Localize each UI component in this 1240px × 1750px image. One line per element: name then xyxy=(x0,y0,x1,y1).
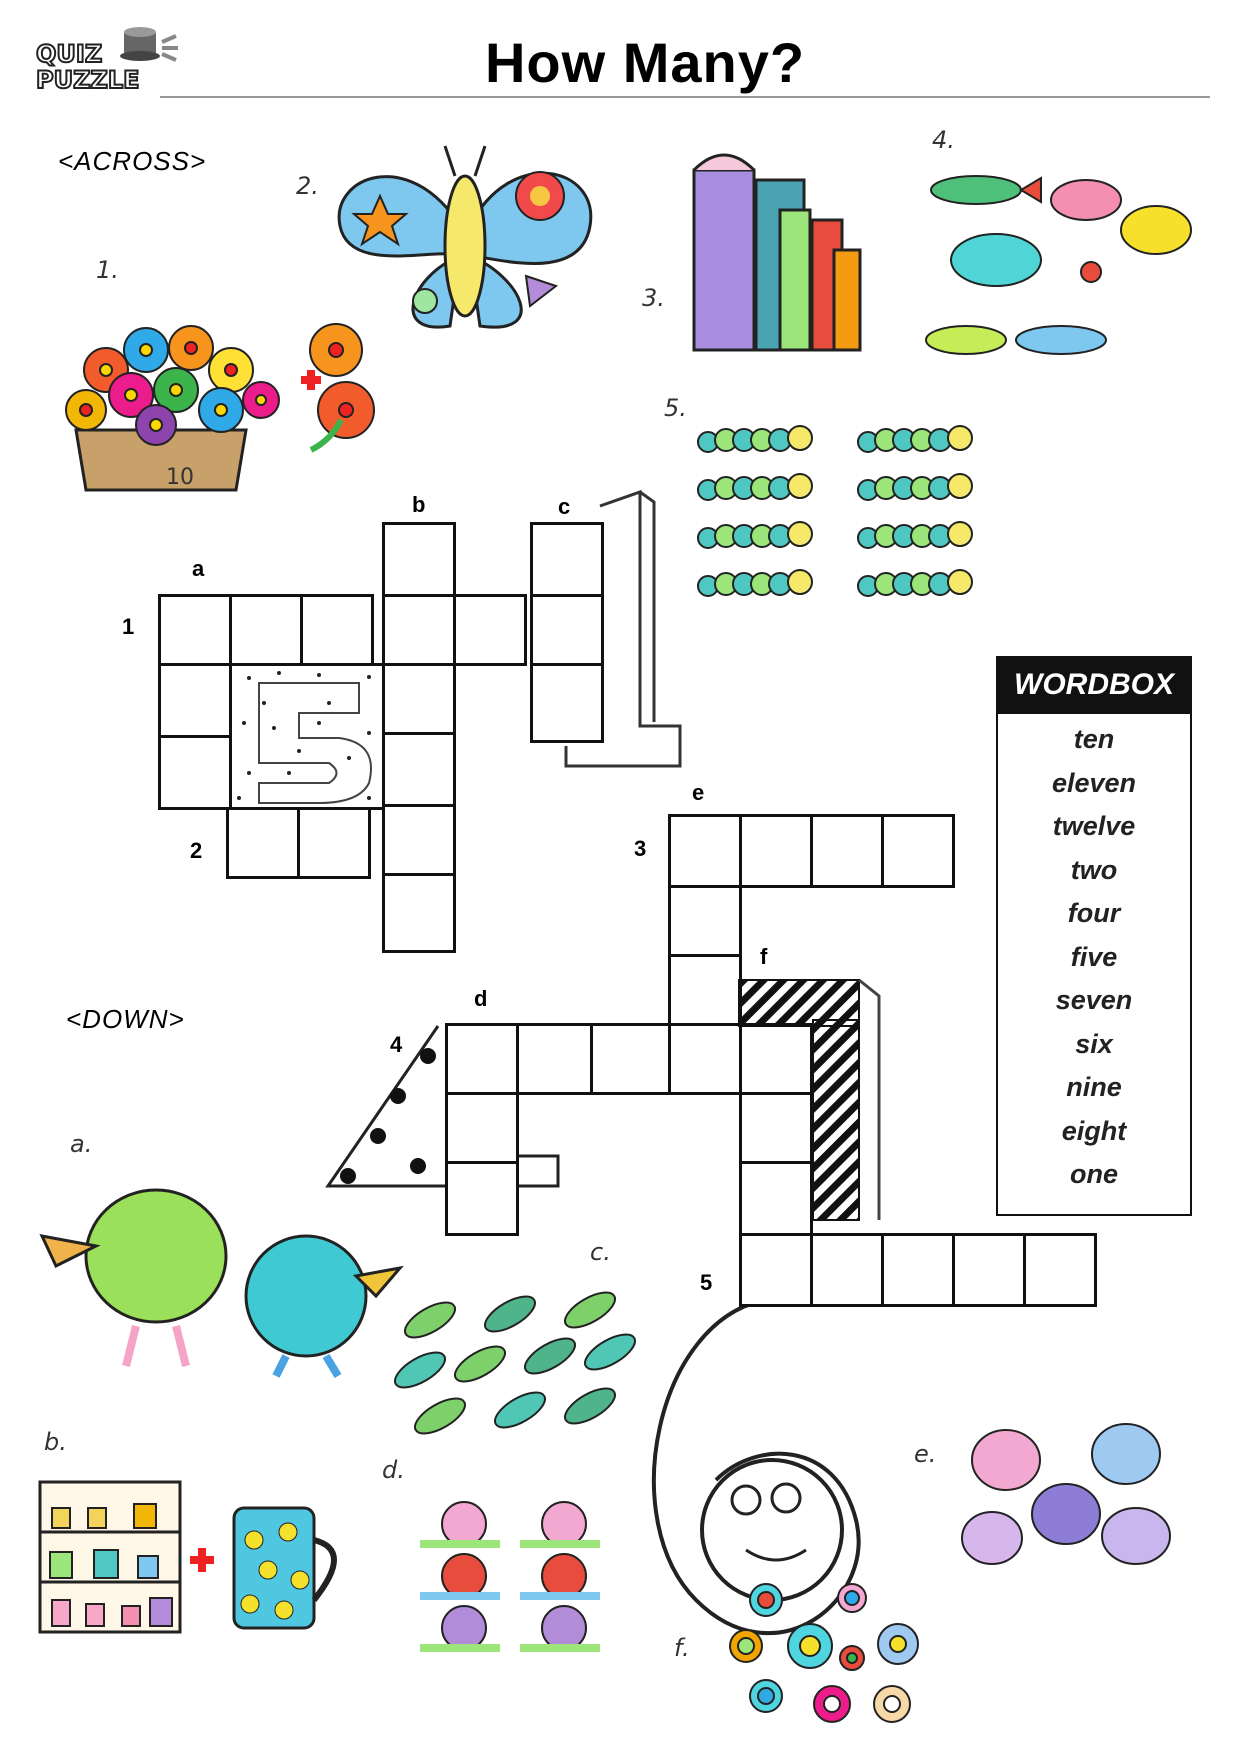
grid-cell[interactable] xyxy=(382,522,456,597)
down-clue-a-number: a. xyxy=(70,1130,93,1158)
grid-label-f: f xyxy=(760,944,768,969)
books-picture xyxy=(684,140,864,360)
grid-cell[interactable] xyxy=(445,1023,519,1095)
grid-cell[interactable] xyxy=(530,663,604,743)
wordbox-word: ten xyxy=(1073,724,1115,754)
butterfly-picture xyxy=(330,136,600,336)
grid-cell[interactable] xyxy=(158,663,232,738)
grid-label-4: 4 xyxy=(390,1032,403,1057)
grid-cell[interactable] xyxy=(668,885,742,957)
birds-picture xyxy=(36,1176,406,1376)
down-clue-d-number: d. xyxy=(382,1456,405,1484)
grid-label-d: d xyxy=(474,986,488,1011)
grid-cell[interactable] xyxy=(445,1161,519,1236)
grid-label-e: e xyxy=(692,780,705,805)
snails-picture xyxy=(414,1494,634,1664)
grid-cell[interactable] xyxy=(516,1023,593,1095)
grid-cell[interactable] xyxy=(530,594,604,666)
grid-cell[interactable] xyxy=(952,1233,1026,1307)
grid-label-5: 5 xyxy=(700,1270,713,1295)
grid-cell[interactable] xyxy=(810,1233,884,1307)
grid-cell[interactable] xyxy=(668,814,742,888)
grid-cell[interactable] xyxy=(300,594,374,666)
grid-cell[interactable] xyxy=(445,1092,519,1164)
svg-text:QUIZ: QUIZ xyxy=(36,40,103,68)
grid-cell[interactable] xyxy=(881,1233,955,1307)
grid-cell[interactable] xyxy=(229,594,303,666)
wordbox-title: WORDBOX xyxy=(996,656,1192,714)
grid-cell[interactable] xyxy=(1023,1233,1097,1307)
wordbox-word: seven xyxy=(1055,985,1133,1015)
wordbox-word: two xyxy=(1070,854,1118,885)
wordbox-word: five xyxy=(1070,941,1118,972)
grid-cell[interactable] xyxy=(453,594,527,666)
grid-cell[interactable] xyxy=(382,804,456,876)
across-heading: <ACROSS> xyxy=(58,146,207,176)
svg-text:PUZZLE: PUZZLE xyxy=(36,66,140,94)
wordbox-word-list xyxy=(996,718,1192,1197)
grid-cell[interactable] xyxy=(382,663,456,735)
title-divider xyxy=(160,96,1210,98)
wordbox-word: six xyxy=(1075,1028,1113,1059)
down-clue-b-number: b. xyxy=(44,1428,67,1456)
page-title: How Many? xyxy=(484,31,806,94)
grid-cell[interactable] xyxy=(382,873,456,953)
spiders-picture xyxy=(956,1414,1196,1584)
grid-cell[interactable] xyxy=(158,735,232,810)
grid-label-c: c xyxy=(558,494,571,519)
down-clue-f-number: f. xyxy=(674,1634,690,1662)
cups-picture xyxy=(38,1480,358,1640)
fish-picture xyxy=(916,160,1196,370)
grid-cell[interactable] xyxy=(739,814,813,888)
grid-cell[interactable] xyxy=(226,807,300,879)
numeral-five-decoration xyxy=(229,663,385,810)
wordbox-word: four xyxy=(1067,898,1121,928)
wordbox-word: nine xyxy=(1066,1072,1122,1102)
grid-label-1: 1 xyxy=(122,614,135,639)
wordbox-word: one xyxy=(1069,1159,1118,1189)
grid-cell[interactable] xyxy=(297,807,371,879)
across-clue-4-number: 4. xyxy=(932,126,955,154)
grid-cell[interactable] xyxy=(158,594,232,666)
grid-label-b: b xyxy=(412,492,426,517)
grid-label-a: a xyxy=(192,556,205,581)
wordbox-word: twelve xyxy=(1052,811,1136,841)
across-clue-3-number: 3. xyxy=(642,284,665,312)
numeral-seven-decoration xyxy=(739,980,889,1240)
grid-cell[interactable] xyxy=(382,732,456,807)
wordbox-word: eleven xyxy=(1051,767,1137,798)
wordbox-word: eight xyxy=(1061,1115,1127,1146)
down-heading: <DOWN> xyxy=(66,1004,185,1034)
grid-cell[interactable] xyxy=(590,1023,671,1095)
svg-text:10: 10 xyxy=(166,465,194,490)
grid-cell[interactable] xyxy=(881,814,955,888)
down-clue-c-number: c. xyxy=(590,1238,611,1266)
grid-cell[interactable] xyxy=(530,522,604,597)
grid-cell[interactable] xyxy=(668,1023,742,1095)
flowerpot-picture xyxy=(46,310,386,500)
across-clue-1-number: 1. xyxy=(96,256,119,284)
across-clue-2-number: 2. xyxy=(296,172,319,200)
caterpillars-picture xyxy=(696,420,996,620)
down-clue-e-number: e. xyxy=(914,1440,937,1468)
grid-cell[interactable] xyxy=(810,814,884,888)
grid-label-3: 3 xyxy=(634,836,647,861)
buttons-picture xyxy=(726,1580,926,1740)
grid-label-2: 2 xyxy=(190,838,203,863)
across-clue-5-number: 5. xyxy=(664,394,687,422)
leaves-picture xyxy=(390,1290,640,1440)
grid-cell[interactable] xyxy=(739,1233,813,1307)
grid-cell[interactable] xyxy=(382,594,456,666)
grid-cell[interactable] xyxy=(668,954,742,1026)
